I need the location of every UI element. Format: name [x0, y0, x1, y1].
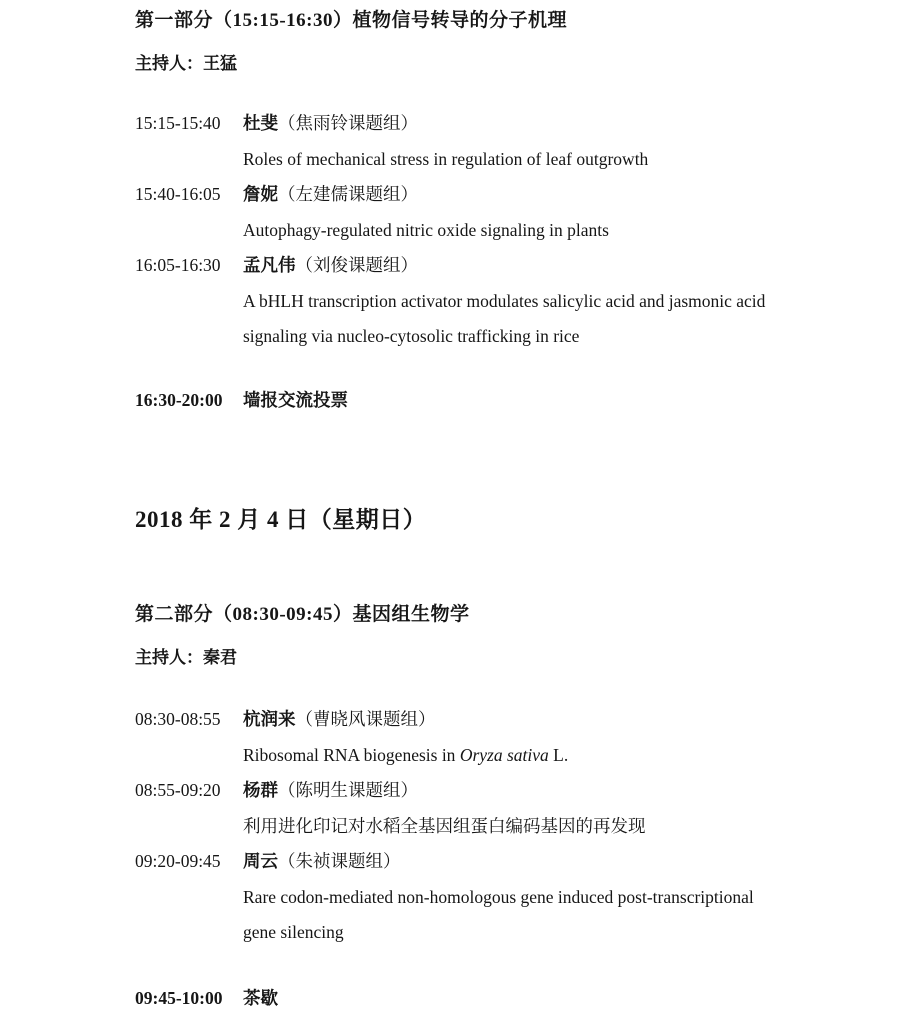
- speaker-name: 孟凡伟: [243, 255, 296, 275]
- speaker-name: 周云: [243, 851, 278, 871]
- talk-title-text: A bHLH transcription activator modulates salicylic acid and jasmonic acid signaling via nucleo-cytosolic trafficking in rice: [243, 290, 766, 346]
- talk-time: 08:55-09:20: [135, 780, 221, 800]
- talk-row: [135, 248, 870, 355]
- talk-title: [243, 738, 788, 774]
- talk-time: 09:20-09:45: [135, 851, 221, 871]
- talk-title-text: Ribosomal RNA biogenesis in: [243, 744, 460, 765]
- speaker-line: [243, 177, 788, 213]
- talk-title-text: Autophagy-regulated nitric oxide signaling in plants: [243, 219, 609, 240]
- session-chair: 主持人：秦君: [135, 648, 237, 667]
- session-part-1: [135, 8, 870, 418]
- speaker-line: [243, 702, 788, 738]
- speaker-line: [243, 248, 788, 284]
- speaker-affiliation: （朱祯课题组）: [278, 851, 401, 871]
- poster-session-label: 墙报交流投票: [243, 389, 348, 410]
- talk-list: [135, 702, 870, 951]
- talk-row: [135, 773, 870, 844]
- speaker-name: 杭润来: [243, 709, 296, 729]
- talk-title: [243, 213, 788, 249]
- speaker-line: [243, 844, 788, 880]
- talk-row: [135, 106, 870, 177]
- talk-list: [135, 106, 870, 355]
- speaker-affiliation: （左建儒课题组）: [278, 184, 418, 204]
- tea-break-label: 茶歇: [243, 987, 278, 1008]
- talk-title-suffix: L.: [548, 744, 569, 765]
- poster-session-time: 16:30-20:00: [135, 389, 223, 410]
- speaker-affiliation: （陈明生课题组）: [278, 780, 418, 800]
- talk-time: 16:05-16:30: [135, 255, 221, 275]
- talk-title: [243, 142, 788, 178]
- speaker-name: 杨群: [243, 780, 278, 800]
- tea-break-row: [135, 981, 870, 1017]
- talk-content: [243, 248, 788, 355]
- talk-content: [243, 177, 788, 248]
- speaker-affiliation: （曹晓风课题组）: [295, 709, 436, 729]
- talk-title-text: Rare codon-mediated non-homologous gene induced post-transcriptional gene silencing: [243, 886, 754, 942]
- talk-content: [243, 773, 788, 844]
- speaker-name: 詹妮: [243, 184, 278, 204]
- speaker-name: 杜斐: [243, 113, 278, 133]
- talk-row: [135, 844, 870, 951]
- talk-time: 15:40-16:05: [135, 184, 221, 204]
- speaker-line: [243, 106, 788, 142]
- talk-content: [243, 844, 788, 951]
- talk-title: [243, 809, 788, 845]
- talk-title: [243, 880, 788, 951]
- session-heading: 第一部分（15:15-16:30）植物信号转导的分子机理: [135, 10, 567, 31]
- talk-content: [243, 702, 788, 773]
- talk-title-italic: Oryza sativa: [459, 744, 549, 765]
- speaker-affiliation: （焦雨铃课题组）: [278, 113, 418, 133]
- talk-title-text: 利用进化印记对水稻全基因组蛋白编码基因的再发现: [243, 815, 646, 836]
- talk-time: 08:30-08:55: [135, 709, 221, 729]
- date-heading: 2018 年 2 月 4 日（星期日）: [135, 507, 427, 532]
- speaker-affiliation: （刘俊课题组）: [295, 255, 418, 275]
- speaker-line: [243, 773, 788, 809]
- session-part-2: [135, 602, 870, 1016]
- poster-session-row: [135, 383, 870, 419]
- talk-title-text: Roles of mechanical stress in regulation of leaf outgrowth: [243, 148, 649, 169]
- talk-time: 15:15-15:40: [135, 113, 221, 133]
- session-heading: 第二部分（08:30-09:45）基因组生物学: [135, 604, 470, 625]
- tea-break-time: 09:45-10:00: [135, 987, 223, 1008]
- talk-row: [135, 177, 870, 248]
- talk-row: [135, 702, 870, 773]
- talk-title: [243, 284, 788, 355]
- talk-content: [243, 106, 788, 177]
- session-chair: 主持人：王猛: [135, 54, 237, 73]
